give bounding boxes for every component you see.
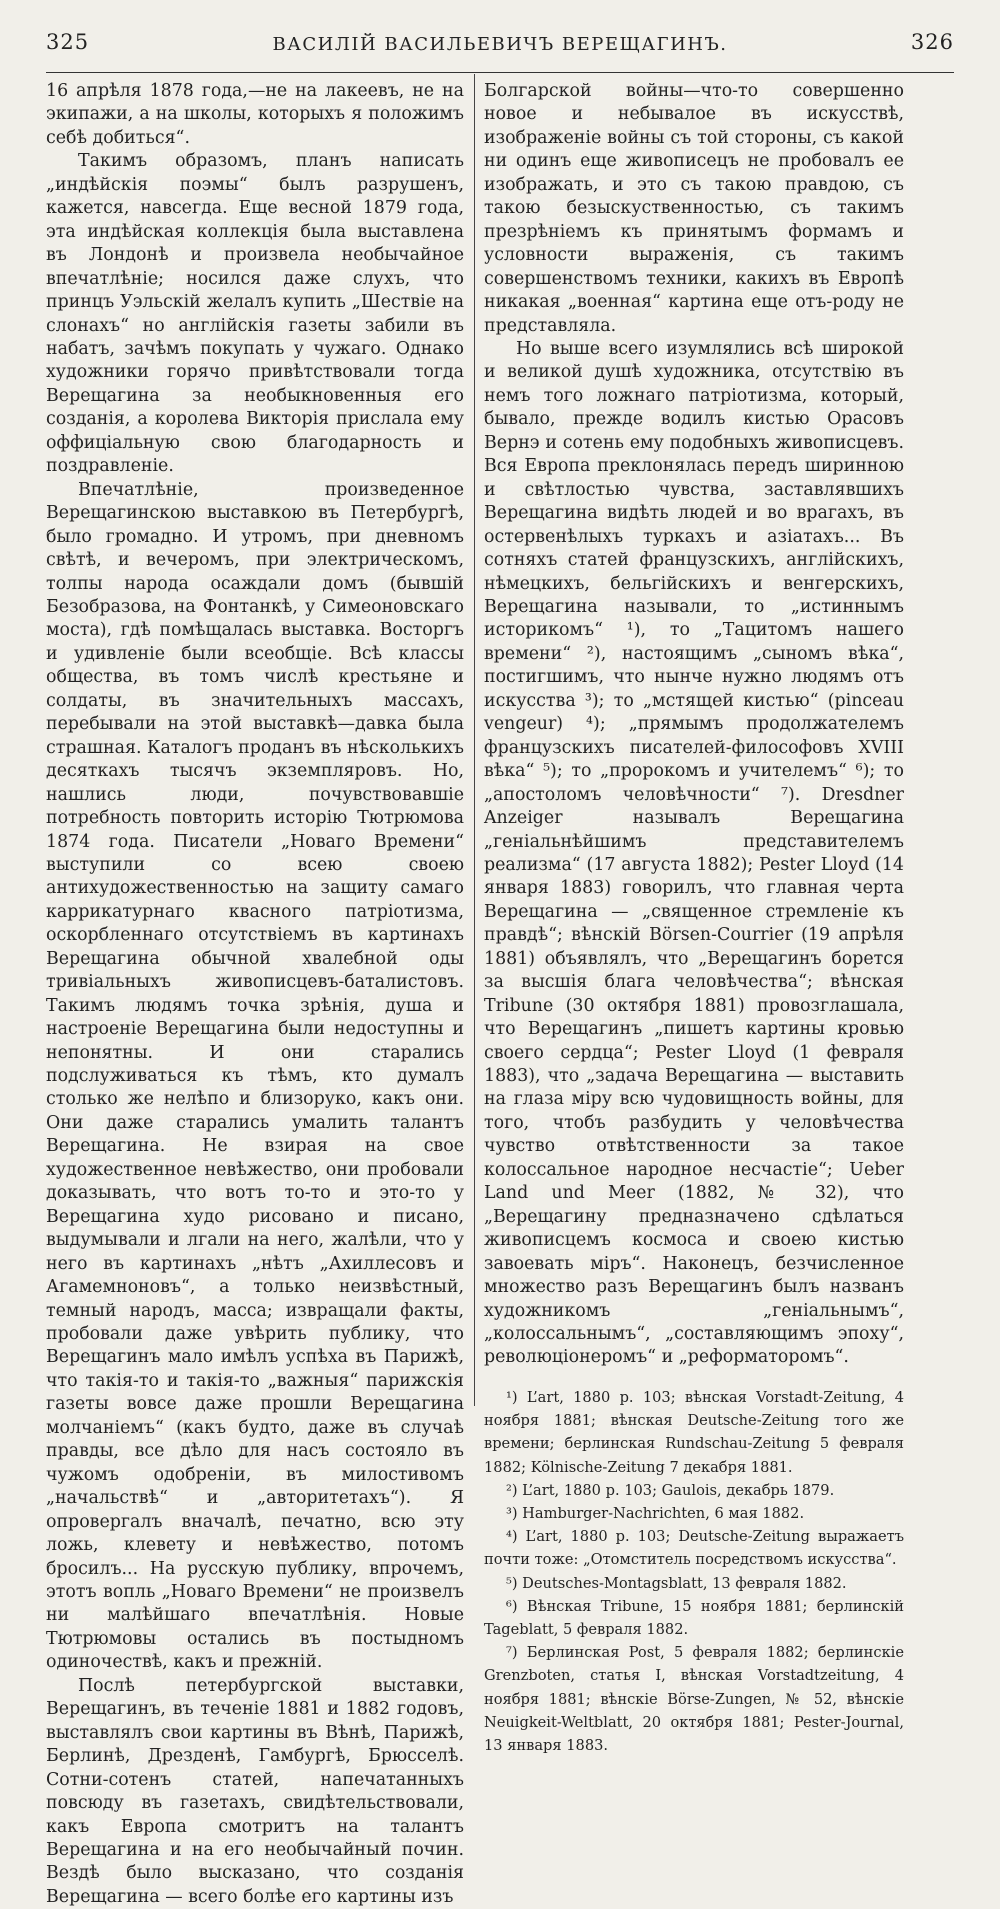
paragraph: Но выше всего изумлялись всѣ широкой и великой душѣ художника, отсутствію въ немъ того ложнаго патріотизма, который, бывало, прежде водилъ кистью Орасовъ Вернэ и сотень ему подобныхъ живописцевъ. Вся Европа преклонялась передъ ширинною и свѣтлостью чувства, заставлявшихъ Верещагина видѣть людей и во врагахъ, въ остервенѣлыхъ туркахъ и азіатахъ... Въ сотняхъ статей французскихъ, англійскихъ, нѣмецкихъ, бельгійскихъ и венгерскихъ, Верещагина называли, то „истиннымъ историкомъ“ ¹), то „Тацитомъ нашего времени“ ²), настоящимъ „сыномъ вѣка“, постигшимъ, что нынче нужно людямъ отъ искусства ³); то „мстящей кистью“ (pinceau vengeur) ⁴); „прямымъ продолжателемъ французскихъ писателей-философовъ XVIII вѣка“ ⁵); то „пророкомъ и учителемъ“ ⁶); то „апостоломъ человѣчности“ ⁷). Dresdner Anzeiger называлъ Верещагина „геніальнѣйшимъ представителемъ реализма“ (17 августа 1882); Pester Lloyd (14 января 1883) говорилъ, что главная черта Верещагина — „священное стремленіе къ правдѣ“; вѣнскій Börsen-Courrier (19 апрѣля 1881) объявлялъ, что „Верещагинъ борется за высшія блага человѣчества“; вѣнская Tribune (30 октября 1881) провозглашала, что Верещагинъ „пишетъ картины кровью своего сердца“; Pester Lloyd (1 февраля 1883), что „задача Верещагина — выставить на глаза міру всю чудовищность войны, для того, чтобъ разбудить у человѣчества чувство отвѣтственности за такое колоссальное народное несчастіе“; Ueber Land und Meer (1882, № 32), что „Верещагину предназначено сдѣлаться живописцемъ космоса и своею кистью завоевать міръ“. Наконецъ, безчисленное множество разъ Верещагинъ былъ названъ художникомъ „геніальнымъ“, „колоссальнымъ“, „составляющимъ эпоху“, революціонеромъ“ и „реформаторомъ“. <box>484 338 904 1368</box>
footnote: ⁷) Берлинская Post, 5 февраля 1882; берлинскіе Grenzboten, статья I, вѣнская Vorstadtzeitung, 4 ноября 1881; вѣнскіе Börse-Zungen, № 52, вѣнскіе Neuigkeit-Weltblatt, 20 октября 1881; Pester-Journal, 13 января 1883. <box>484 1644 904 1754</box>
footnote: ⁴) L’art, 1880 p. 103; Deutsche-Zeitung выражаетъ почти тоже: „Отомститель посредствомъ искусства“. <box>484 1528 904 1569</box>
footnotes <box>484 1386 904 1757</box>
footnote: ⁵) Deutsches-Montagsblatt, 13 февраля 1882. <box>506 1574 847 1592</box>
header-rule <box>46 72 954 73</box>
footnote: ³) Hamburger-Nachrichten, 6 мая 1882. <box>506 1504 805 1522</box>
footnote: ⁶) Вѣнская Tribune, 15 ноября 1881; берлинскій Tageblatt, 5 февраля 1882. <box>484 1597 904 1638</box>
left-column <box>46 80 464 1909</box>
footnote: ²) L’art, 1880 p. 103; Gaulois, декабрь 1879. <box>506 1481 835 1499</box>
paragraph: Послѣ петербургской выставки, Верещагинъ, въ теченіе 1881 и 1882 годовъ, выставлялъ свои картины въ Вѣнѣ, Парижѣ, Берлинѣ, Дрезденѣ, Гамбургѣ, Брюсселѣ. Сотни-сотенъ статей, напечатанныхъ повсюду въ газетахъ, свидѣтельствовали, какъ Европа смотритъ на талантъ Верещагина и на его необычайный почин. Вездѣ было высказано, что созданія Верещагина — всего болѣе его картины изъ <box>46 1675 464 1907</box>
paragraph: Болгарской войны—что-то совершенно новое и небывалое въ искусствѣ, изображеніе войны съ той стороны, съ какой ни одинъ еще живописецъ не пробовалъ ее изображать, и это съ такою правдою, съ такою безыскуственностью, съ такимъ презрѣніемъ къ принятымъ формамъ и условности выраженія, съ такимъ совершенствомъ техники, какихъ въ Европѣ никакая „военная“ картина еще отъ-роду не представляла. <box>484 81 904 336</box>
running-header <box>46 30 954 70</box>
footnote: ¹) L’art, 1880 p. 103; вѣнская Vorstadt-Zeitung, 4 ноября 1881; вѣнская Deutsche-Zeitung того же времени; берлинская Rundschau-Zeitung 5 февраля 1882; Kölnische-Zeitung 7 декабря 1881. <box>484 1388 904 1476</box>
running-title: ВАСИЛІЙ ВАСИЛЬЕВИЧЪ ВЕРЕЩАГИНЪ. <box>272 34 728 55</box>
paragraph: Впечатлѣніе, произведенное Верещагинскою выставкою въ Петербургѣ, было громадно. И утромъ, при дневномъ свѣтѣ, и вечеромъ, при электрическомъ, толпы народа осаждали домъ (бывшій Безобразова, на Фонтанкѣ, у Симеоновскаго моста), гдѣ помѣщалась выставка. Восторгъ и удивленіе были всеобщіе. Всѣ классы общества, въ томъ числѣ крестьяне и солдаты, въ значительныхъ массахъ, перебывали на этой выставкѣ—давка была страшная. Каталогъ проданъ въ нѣсколькихъ десяткахъ тысячъ экземпляровъ. Но, нашлись люди, почувствовавшіе потребность повторить исторію Тютрюмова 1874 года. Писатели „Новаго Времени“ выступили со всею своею антихудожественностью на защиту самаго каррикатурнаго квасного патріотизма, оскорбленнаго отсутствіемъ въ картинахъ Верещагина обычной хвалебной оды тривіальныхъ живописцевъ-баталистовъ. Такимъ людямъ точка зрѣнія, душа и настроеніе Верещагина были недоступны и непонятны. И они старались подслуживаться къ тѣмъ, кто думалъ столько же нелѣпо и близоруко, какъ они. Они даже старались умалить талантъ Верещагина. Не взирая на свое художественное невѣжество, они пробовали доказывать, что вотъ то-то и это-то у Верещагина худо рисовано и писано, выдумывали и лгали на него, жалѣли, что у него въ картинахъ „нѣтъ „Ахиллесовъ и Агамемноновъ“, а только неизвѣстный, темный народъ, масса; извращали факты, пробовали даже увѣрить публику, что Верещагинъ мало имѣлъ успѣха въ Парижѣ, что такія-то и такія-то „важныя“ парижскія газеты вовсе даже прошли Верещагина молчаніемъ“ (какъ будто, даже въ случаѣ правды, все дѣло для насъ состояло въ чужомъ одобреніи, въ милостивомъ „начальствѣ“ и „авторитетахъ“). Я опровергалъ вначалѣ, печатно, всю эту ложь, клевету и невѣжество, потомъ бросилъ... На русскую публику, впрочемъ, этотъ вопль „Новаго Времени“ не произвелъ ни малѣйшаго впечатлѣнія. Новые Тютрюмовы остались въ постыдномъ одиночествѣ, какъ и прежній. <box>46 479 464 1673</box>
paragraph: Такимъ образомъ, планъ написать „индѣйскія поэмы“ былъ разрушенъ, кажется, навсегда. Еще весной 1879 года, эта индѣйская коллекція была выставлена въ Лондонѣ и произвела необычайное впечатлѣніе; носился даже слухъ, что принцъ Уэльскій желалъ купить „Шествіе на слонахъ“ но англійскія газеты забили въ набатъ, зачѣмъ покупать у чужаго. Однако художники горячо привѣтствовали тогда Верещагина за необыкновенныя его созданія, а королева Викторія прислала ему оффиціальную свою благодарность и поздравленіе. <box>46 151 464 477</box>
page-number-right: 326 <box>910 30 954 54</box>
paragraph: 16 апрѣля 1878 года,—не на лакеевъ, не на экипажи, а на школы, которыхъ я положимъ себѣ добиться“. <box>46 81 464 148</box>
page-number-left: 325 <box>46 30 90 54</box>
right-column <box>484 80 904 1757</box>
column-divider <box>474 74 475 1406</box>
